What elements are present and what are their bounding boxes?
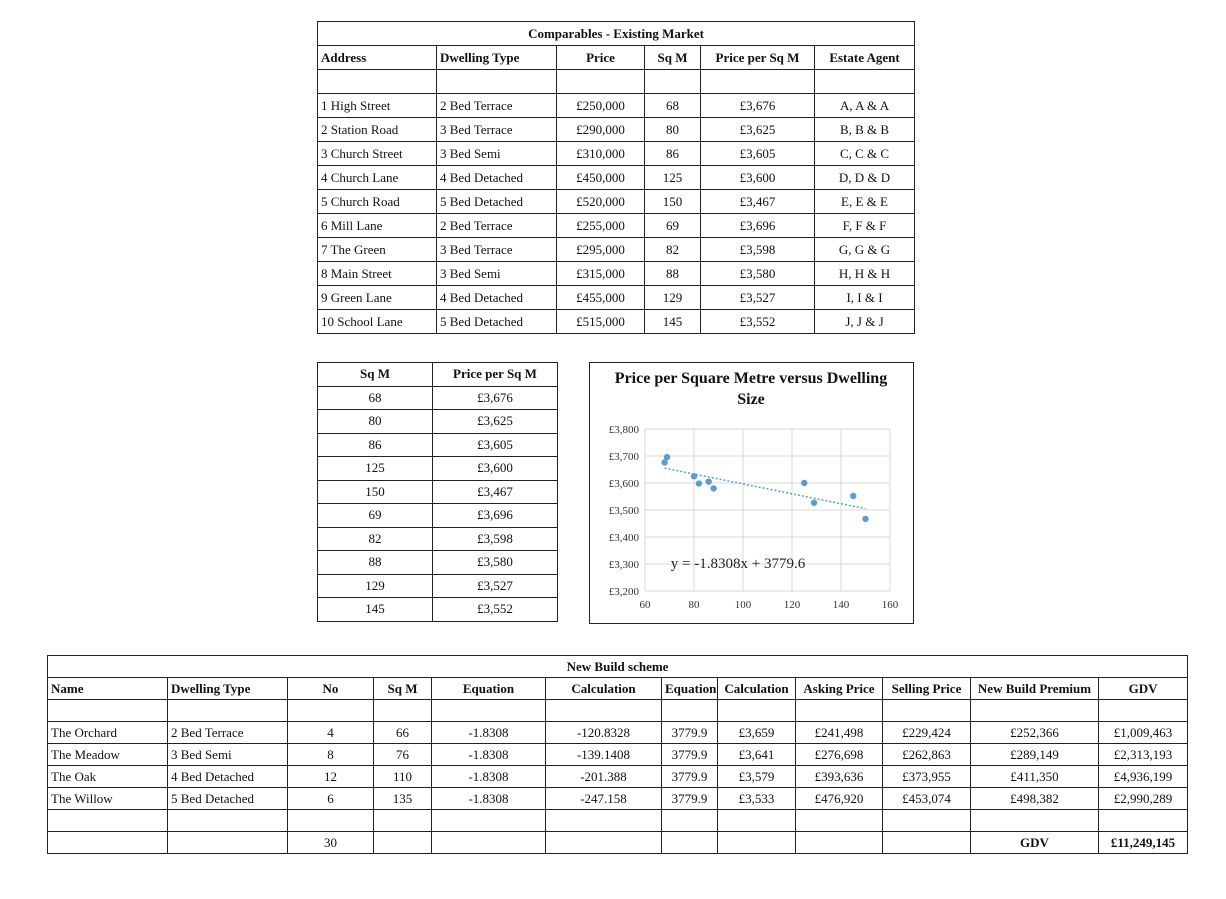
- blank-row: [48, 700, 1188, 722]
- table-cell: 4 Bed Detached: [437, 286, 557, 310]
- table-row: [318, 214, 915, 238]
- table-row: [318, 142, 915, 166]
- table-row: [318, 262, 915, 286]
- col-header: Dwelling Type: [437, 46, 557, 70]
- x-tick-label: 60: [639, 599, 651, 611]
- table-cell: [1099, 700, 1188, 722]
- table-cell: 3 Bed Terrace: [437, 118, 557, 142]
- data-point: [706, 478, 712, 484]
- table-cell: £290,000: [557, 118, 645, 142]
- data-point: [862, 516, 868, 522]
- col-header: Calculation: [546, 678, 662, 700]
- table-cell: [48, 832, 168, 854]
- table-cell: 129: [318, 574, 433, 598]
- table-cell: [546, 700, 662, 722]
- total-label: GDV: [971, 832, 1099, 854]
- table-cell: £289,149: [971, 744, 1099, 766]
- table-cell: -247.158: [546, 788, 662, 810]
- table-row: [318, 504, 558, 528]
- table-cell: £3,598: [433, 527, 558, 551]
- table-cell: -1.8308: [432, 744, 546, 766]
- table-cell: [1099, 810, 1188, 832]
- table-row: [318, 310, 915, 334]
- table-row: [318, 386, 558, 410]
- table-cell: [718, 832, 796, 854]
- data-point: [691, 473, 697, 479]
- table-cell: [796, 700, 883, 722]
- table-cell: 68: [318, 386, 433, 410]
- table-cell: £250,000: [557, 94, 645, 118]
- table-cell: £476,920: [796, 788, 883, 810]
- table-cell: 4: [288, 722, 374, 744]
- table-cell: £3,676: [433, 386, 558, 410]
- col-header: Name: [48, 678, 168, 700]
- table-row: [318, 480, 558, 504]
- table-cell: 7 The Green: [318, 238, 437, 262]
- y-tick-label: £3,800: [608, 424, 639, 436]
- table-cell: 135: [374, 788, 432, 810]
- table-cell: 129: [645, 286, 701, 310]
- table-row: [318, 574, 558, 598]
- table-cell: [168, 832, 288, 854]
- table-cell: F, F & F: [815, 214, 915, 238]
- table-row: [48, 788, 1188, 810]
- table-cell: £393,636: [796, 766, 883, 788]
- new-build-header-row: [48, 678, 1188, 700]
- table-cell: 82: [318, 527, 433, 551]
- table-cell: £4,936,199: [1099, 766, 1188, 788]
- table-cell: [374, 832, 432, 854]
- table-cell: 69: [318, 504, 433, 528]
- table-cell: -1.8308: [432, 722, 546, 744]
- table-cell: 3 Church Street: [318, 142, 437, 166]
- table-cell: -1.8308: [432, 788, 546, 810]
- new-build-title: New Build scheme: [48, 656, 1188, 678]
- table-cell: £3,598: [701, 238, 815, 262]
- x-tick-label: 80: [688, 599, 700, 611]
- table-cell: £3,552: [701, 310, 815, 334]
- table-row: [318, 551, 558, 575]
- table-cell: 12: [288, 766, 374, 788]
- table-cell: 150: [318, 480, 433, 504]
- table-cell: [432, 810, 546, 832]
- y-tick-label: £3,200: [608, 586, 639, 598]
- table-cell: £3,600: [433, 457, 558, 481]
- table-cell: [662, 832, 718, 854]
- data-point: [801, 480, 807, 486]
- table-cell: £3,467: [701, 190, 815, 214]
- table-cell: -201.388: [546, 766, 662, 788]
- table-cell: £252,366: [971, 722, 1099, 744]
- table-row: [318, 166, 915, 190]
- blank-row: [318, 70, 915, 94]
- table-cell: [718, 810, 796, 832]
- table-cell: £3,467: [433, 480, 558, 504]
- table-cell: 86: [645, 142, 701, 166]
- table-cell: 125: [645, 166, 701, 190]
- table-cell: 8: [288, 744, 374, 766]
- table-cell: [288, 810, 374, 832]
- chart-title-line: Price per Square Metre versus Dwelling: [614, 370, 888, 387]
- table-row: [48, 766, 1188, 788]
- table-cell: 10 School Lane: [318, 310, 437, 334]
- table-cell: 66: [374, 722, 432, 744]
- table-cell: The Willow: [48, 788, 168, 810]
- data-point: [664, 454, 670, 460]
- col-header: Selling Price: [883, 678, 971, 700]
- table-cell: £453,074: [883, 788, 971, 810]
- table-cell: [48, 700, 168, 722]
- table-cell: [883, 832, 971, 854]
- table-cell: £520,000: [557, 190, 645, 214]
- table-row: [318, 286, 915, 310]
- y-tick-label: £3,400: [608, 532, 639, 544]
- col-header: Price per Sq M: [433, 363, 558, 387]
- table-cell: 5 Bed Detached: [437, 310, 557, 334]
- table-cell: £3,659: [718, 722, 796, 744]
- table-cell: 3779.9: [662, 766, 718, 788]
- y-tick-label: £3,500: [608, 505, 639, 517]
- col-header: Estate Agent: [815, 46, 915, 70]
- comparables-title: Comparables - Existing Market: [318, 22, 915, 46]
- table-cell: £3,533: [718, 788, 796, 810]
- table-cell: B, B & B: [815, 118, 915, 142]
- table-cell: £262,863: [883, 744, 971, 766]
- table-cell: [718, 700, 796, 722]
- table-cell: £3,696: [701, 214, 815, 238]
- table-cell: £3,580: [433, 551, 558, 575]
- table-cell: J, J & J: [815, 310, 915, 334]
- table-cell: 5 Church Road: [318, 190, 437, 214]
- x-tick-label: 120: [783, 599, 801, 611]
- blank-row: [48, 810, 1188, 832]
- table-cell: 3 Bed Terrace: [437, 238, 557, 262]
- col-header: Equation: [662, 678, 718, 700]
- table-cell: 76: [374, 744, 432, 766]
- table-cell: £255,000: [557, 214, 645, 238]
- table-cell: 110: [374, 766, 432, 788]
- table-row: [318, 410, 558, 434]
- table-cell: £276,698: [796, 744, 883, 766]
- table-cell: 88: [645, 262, 701, 286]
- table-cell: £310,000: [557, 142, 645, 166]
- table-cell: [662, 700, 718, 722]
- table-cell: £3,641: [718, 744, 796, 766]
- table-cell: H, H & H: [815, 262, 915, 286]
- table-cell: [796, 810, 883, 832]
- table-cell: 3 Bed Semi: [437, 142, 557, 166]
- table-cell: £1,009,463: [1099, 722, 1188, 744]
- table-cell: [432, 832, 546, 854]
- table-cell: 3 Bed Semi: [168, 744, 288, 766]
- table-cell: The Orchard: [48, 722, 168, 744]
- chart-title-line: Size: [737, 391, 765, 408]
- table-cell: £3,625: [701, 118, 815, 142]
- table-cell: £2,313,193: [1099, 744, 1188, 766]
- table-cell: [883, 810, 971, 832]
- table-row: [48, 722, 1188, 744]
- table-cell: 3 Bed Semi: [437, 262, 557, 286]
- table-cell: £3,605: [433, 433, 558, 457]
- table-cell: 68: [645, 94, 701, 118]
- table-row: [318, 433, 558, 457]
- table-cell: 2 Bed Terrace: [437, 94, 557, 118]
- table-cell: The Oak: [48, 766, 168, 788]
- table-cell: [883, 700, 971, 722]
- x-tick-label: 100: [734, 599, 752, 611]
- table-cell: £229,424: [883, 722, 971, 744]
- table-row: [318, 598, 558, 622]
- table-cell: £3,527: [433, 574, 558, 598]
- table-cell: D, D & D: [815, 166, 915, 190]
- table-cell: -120.8328: [546, 722, 662, 744]
- table-cell: 3779.9: [662, 788, 718, 810]
- table-cell: £3,605: [701, 142, 815, 166]
- price-vs-size-chart: [589, 362, 914, 624]
- table-cell: G, G & G: [815, 238, 915, 262]
- table-cell: C, C & C: [815, 142, 915, 166]
- table-row: [318, 190, 915, 214]
- y-tick-label: £3,600: [608, 478, 639, 490]
- table-cell: 9 Green Lane: [318, 286, 437, 310]
- table-cell: £2,990,289: [1099, 788, 1188, 810]
- sqm-price-table: [317, 362, 558, 622]
- table-cell: 3779.9: [662, 722, 718, 744]
- table-cell: [168, 810, 288, 832]
- table-row: [318, 94, 915, 118]
- table-cell: -1.8308: [432, 766, 546, 788]
- x-tick-label: 160: [881, 599, 899, 611]
- table-cell: £3,527: [701, 286, 815, 310]
- table-cell: 4 Bed Detached: [168, 766, 288, 788]
- table-cell: [432, 700, 546, 722]
- table-cell: 1 High Street: [318, 94, 437, 118]
- col-header: Asking Price: [796, 678, 883, 700]
- sqm-header-row: [318, 363, 558, 387]
- total-row: [48, 832, 1188, 854]
- table-cell: -139.1408: [546, 744, 662, 766]
- table-cell: [971, 810, 1099, 832]
- table-cell: 3779.9: [662, 744, 718, 766]
- table-cell: 2 Bed Terrace: [168, 722, 288, 744]
- table-cell: 145: [318, 598, 433, 622]
- table-cell: 5 Bed Detached: [168, 788, 288, 810]
- table-cell: £3,696: [433, 504, 558, 528]
- col-header: Dwelling Type: [168, 678, 288, 700]
- table-row: [318, 238, 915, 262]
- table-cell: £3,676: [701, 94, 815, 118]
- table-cell: [546, 810, 662, 832]
- y-tick-label: £3,700: [608, 451, 639, 463]
- col-header: No: [288, 678, 374, 700]
- table-cell: [374, 810, 432, 832]
- col-header: Address: [318, 46, 437, 70]
- col-header: Price: [557, 46, 645, 70]
- col-header: Price per Sq M: [701, 46, 815, 70]
- table-cell: £515,000: [557, 310, 645, 334]
- comparables-header-row: [318, 46, 915, 70]
- table-cell: 88: [318, 551, 433, 575]
- new-build-table: [47, 655, 1188, 854]
- col-header: Sq M: [645, 46, 701, 70]
- col-header: Sq M: [374, 678, 432, 700]
- table-row: [48, 744, 1188, 766]
- col-header: Equation: [432, 678, 546, 700]
- col-header: Calculation: [718, 678, 796, 700]
- table-cell: 5 Bed Detached: [437, 190, 557, 214]
- table-cell: [796, 832, 883, 854]
- table-cell: [288, 700, 374, 722]
- col-header: New Build Premium: [971, 678, 1099, 700]
- table-cell: £455,000: [557, 286, 645, 310]
- table-cell: 6 Mill Lane: [318, 214, 437, 238]
- table-cell: 6: [288, 788, 374, 810]
- table-cell: £373,955: [883, 766, 971, 788]
- table-cell: 69: [645, 214, 701, 238]
- table-cell: E, E & E: [815, 190, 915, 214]
- table-cell: £3,552: [433, 598, 558, 622]
- total-count: 30: [288, 832, 374, 854]
- table-cell: I, I & I: [815, 286, 915, 310]
- table-cell: [662, 810, 718, 832]
- total-gdv: £11,249,145: [1099, 832, 1188, 854]
- table-cell: 86: [318, 433, 433, 457]
- x-tick-label: 140: [832, 599, 850, 611]
- table-row: [318, 527, 558, 551]
- table-cell: 2 Bed Terrace: [437, 214, 557, 238]
- table-cell: 82: [645, 238, 701, 262]
- table-cell: [48, 810, 168, 832]
- table-row: [318, 118, 915, 142]
- y-tick-label: £3,300: [608, 559, 639, 571]
- table-cell: £411,350: [971, 766, 1099, 788]
- table-cell: 4 Church Lane: [318, 166, 437, 190]
- table-cell: £315,000: [557, 262, 645, 286]
- table-cell: 4 Bed Detached: [437, 166, 557, 190]
- table-row: [318, 457, 558, 481]
- table-cell: £450,000: [557, 166, 645, 190]
- table-cell: [971, 700, 1099, 722]
- data-point: [811, 500, 817, 506]
- table-cell: £3,580: [701, 262, 815, 286]
- table-cell: £241,498: [796, 722, 883, 744]
- data-point: [696, 480, 702, 486]
- table-cell: 80: [318, 410, 433, 434]
- table-cell: 125: [318, 457, 433, 481]
- table-cell: 2 Station Road: [318, 118, 437, 142]
- table-cell: 8 Main Street: [318, 262, 437, 286]
- table-cell: The Meadow: [48, 744, 168, 766]
- table-cell: £3,600: [701, 166, 815, 190]
- table-cell: £3,579: [718, 766, 796, 788]
- table-cell: [374, 700, 432, 722]
- table-cell: 80: [645, 118, 701, 142]
- col-header: GDV: [1099, 678, 1188, 700]
- data-point: [710, 485, 716, 491]
- table-cell: 145: [645, 310, 701, 334]
- trendline-equation: y = -1.8308x + 3779.6: [670, 556, 806, 572]
- table-cell: 150: [645, 190, 701, 214]
- table-cell: [168, 700, 288, 722]
- table-cell: [546, 832, 662, 854]
- col-header: Sq M: [318, 363, 433, 387]
- table-cell: £3,625: [433, 410, 558, 434]
- comparables-table: [317, 21, 915, 334]
- table-cell: £295,000: [557, 238, 645, 262]
- data-point: [850, 493, 856, 499]
- table-cell: £498,382: [971, 788, 1099, 810]
- table-cell: A, A & A: [815, 94, 915, 118]
